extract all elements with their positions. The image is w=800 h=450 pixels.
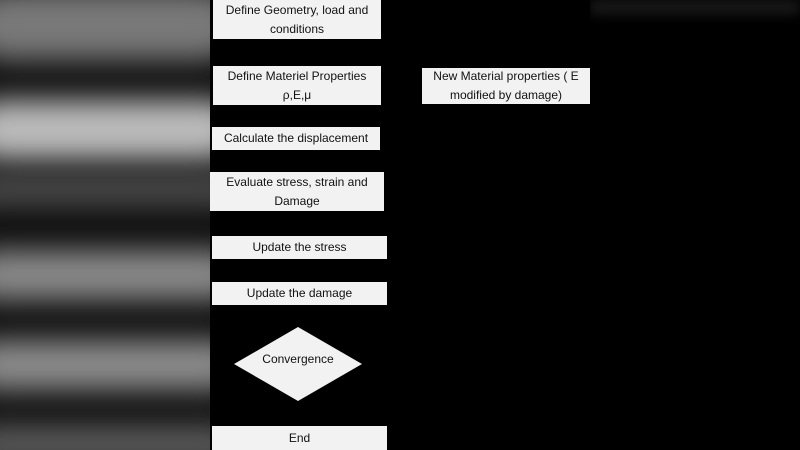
step-update-stress: Update the stress	[212, 236, 387, 259]
blurred-backdrop-left	[0, 0, 210, 450]
decision-label: Convergence	[262, 352, 334, 366]
step-update-damage: Update the damage	[212, 282, 387, 305]
decision-convergence	[234, 327, 362, 401]
step-define-geometry: Define Geometry, load and conditions	[213, 0, 381, 39]
step-calculate-displacement: Calculate the displacement	[212, 127, 380, 150]
step-evaluate-stress-strain-damage: Evaluate stress, strain and Damage	[210, 172, 384, 211]
step-new-material-properties: New Material properties ( E modified by damage)	[422, 68, 590, 104]
flowchart	[210, 0, 590, 450]
step-define-material-properties: Define Materiel Properties ρ,E,μ	[213, 66, 381, 105]
blurred-backdrop-right	[590, 0, 800, 450]
step-end: End	[212, 426, 387, 450]
